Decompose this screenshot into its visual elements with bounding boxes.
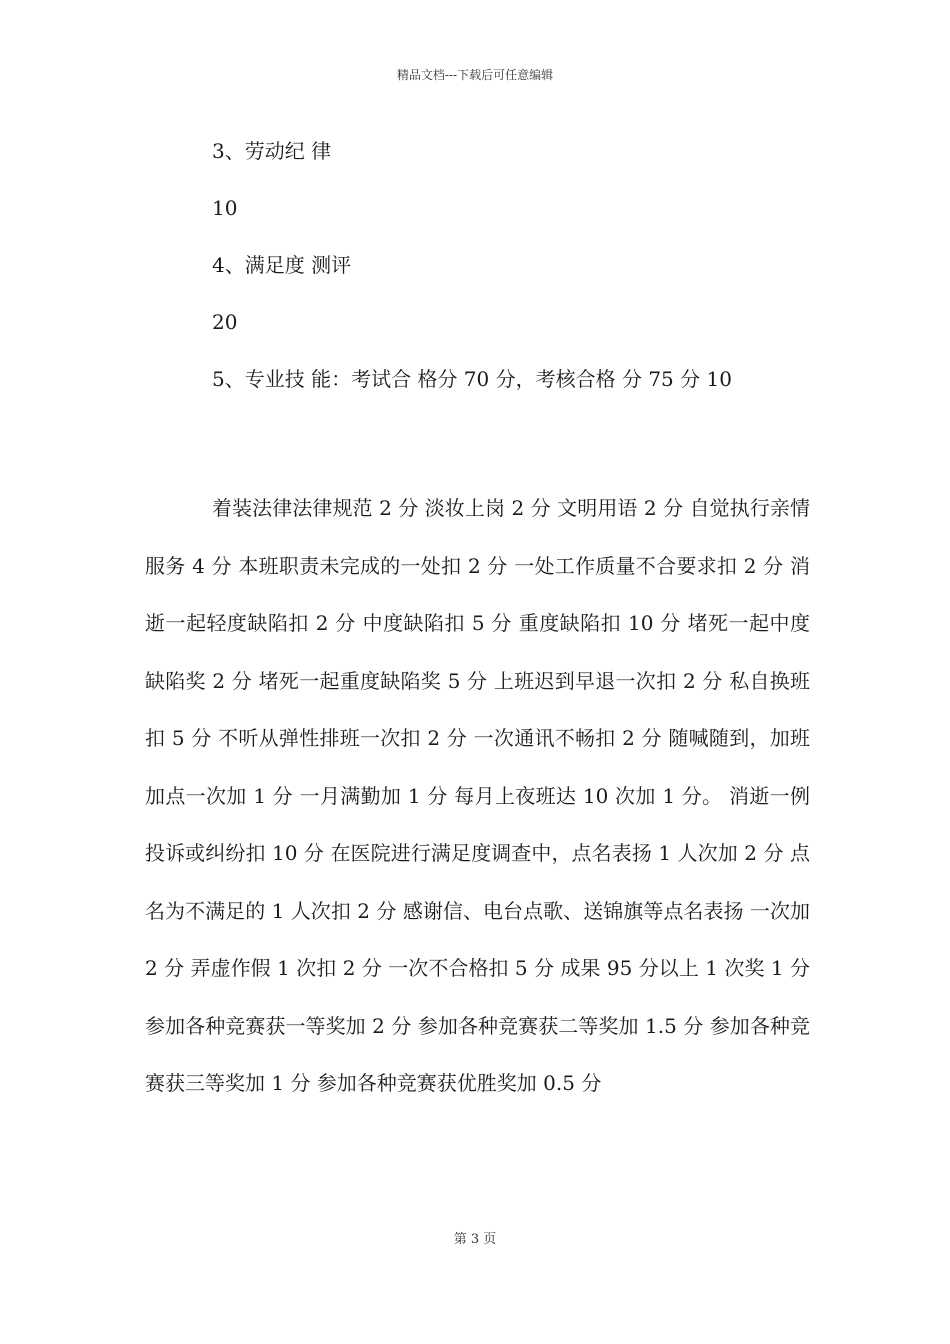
- scoring-rules-paragraph: 着装法律法律规范 2 分 淡妆上岗 2 分 文明用语 2 分 自觉执行亲情服务 4 分 本班职责未完成的一处扣 2 分 一处工作质量不合要求扣 2 分 消逝一起轻度缺陷扣 2 分 中度缺陷扣 5 分 重度缺陷扣 10 分 堵死一起中度缺陷奖 2 分 堵死一起重度缺陷奖 5 分 上班迟到早退一次扣 2 分 私自换班扣 5 分 不听从弹性排班一次扣 2 分 一次通讯不畅扣 2 分 随喊随到，加班加点一次加 1 分 一月满勤加 1 分 每月上夜班达 10 次加 1 分。 消逝一例投诉或纠纷扣 10 分 在医院进行满足度调查中，点名表扬 1 人次加 2 分 点名为不满足的 1 人次扣 2 分 感谢信、电台点歌、送锦旗等点名表扬 一次加 2 分 弄虚作假 1 次扣 2 分 一次不合格扣 5 分 成果 95 分以上 1 次奖 1 分 参加各种竞赛获一等奖加 2 分 参加各种竞赛获二等奖加 1.5 分 参加各种竞赛获三等奖加 1 分 参加各种竞赛获优胜奖加 0.5 分: [145, 496, 810, 1095]
- item-labor-discipline: 3、劳动纪 律: [212, 139, 332, 163]
- item-satisfaction-score: 20: [212, 310, 238, 334]
- page-header: 精品文档---下载后可任意编辑: [396, 68, 554, 82]
- item-professional-skills: 5、专业技 能：考试合 格分 70 分，考核合格 分 75 分 10: [212, 367, 732, 391]
- scoring-rules-text: [145, 480, 810, 1113]
- page-number: 第 3 页: [453, 1232, 497, 1247]
- item-labor-discipline-score: 10: [212, 196, 238, 220]
- item-satisfaction-evaluation: 4、满足度 测评: [212, 253, 352, 277]
